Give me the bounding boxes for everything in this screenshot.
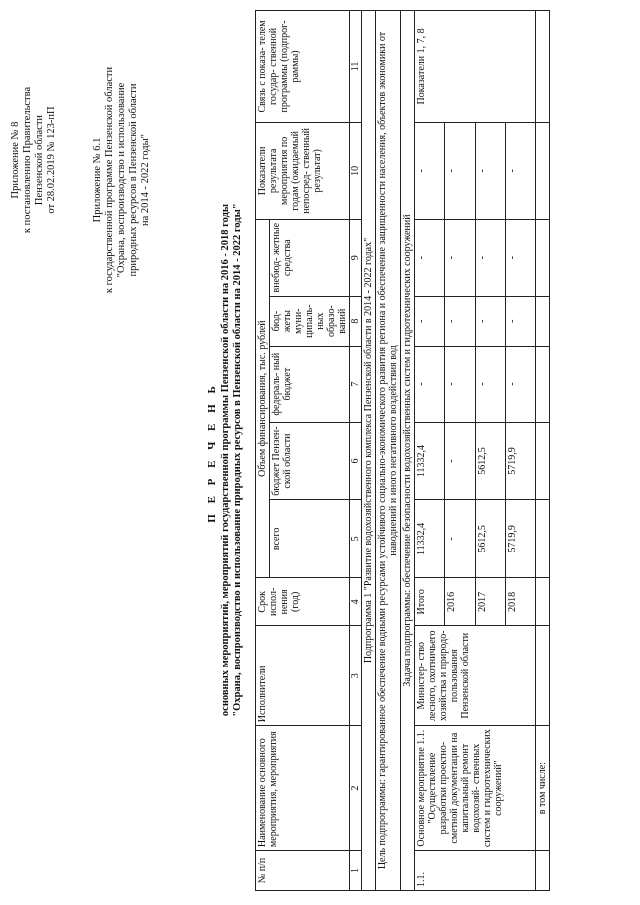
row-indicators: - xyxy=(475,122,505,219)
row-municipal: - xyxy=(505,296,535,346)
header-offbudget: внебюд- жетные средства xyxy=(270,219,350,296)
row-federal: - xyxy=(505,346,535,422)
header-indicators: Показатели результата мероприятия по годам (ожидаемый непосред- ственный результат) xyxy=(256,122,350,219)
empty-cell xyxy=(536,219,550,296)
row-indicators: - xyxy=(505,122,535,219)
column-number: 7 xyxy=(350,346,362,422)
row-term: 2017 xyxy=(475,578,505,626)
column-number: 10 xyxy=(350,122,362,219)
column-number: 9 xyxy=(350,219,362,296)
column-number: 11 xyxy=(350,11,362,123)
header-executor: Исполнители xyxy=(256,626,350,726)
annex-8-header xyxy=(10,55,58,265)
row-offbudget: - xyxy=(415,219,445,296)
row-indicators: - xyxy=(445,122,475,219)
header-federal: федераль- ный бюджет xyxy=(270,346,350,422)
row-municipal: - xyxy=(445,296,475,346)
column-number: 8 xyxy=(350,296,362,346)
header-term: Срок испол- нения (год) xyxy=(256,578,350,626)
row-federal: - xyxy=(445,346,475,422)
row-link: Показатели 1, 7, 8 xyxy=(415,11,536,123)
row-name: Основное мероприятие 1.1. "Осуществление разработки проектно-сметной документации на капитальный ремонт водохозяй- ственных систем и гидротехнических сооружений" xyxy=(415,726,536,851)
header-municipal: бюд- жеты муни- ципаль- ных образо- ваний xyxy=(270,296,350,346)
annex-6-1-line: к государственной программе Пензенской области xyxy=(104,66,115,294)
goal-row xyxy=(376,11,401,891)
table-header-row xyxy=(256,11,270,891)
row-regional: - xyxy=(445,422,475,500)
header-num: № п/п xyxy=(256,851,350,891)
document-title-line: основных мероприятий, мероприятий государственной программы Пензенской области на 2016 - 2018 годы xyxy=(220,203,231,717)
column-number: 4 xyxy=(350,578,362,626)
column-number: 1 xyxy=(350,851,362,891)
annex-6-1-line: "Охрана, воспроизводство и использование xyxy=(116,82,127,278)
row-total: 5719,9 xyxy=(505,500,535,578)
document-heading: П Е Р Е Ч Е Н Ь xyxy=(206,382,218,523)
empty-cell xyxy=(536,11,550,123)
task-row xyxy=(401,11,415,891)
column-number: 6 xyxy=(350,422,362,500)
column-number-row xyxy=(350,11,362,891)
subprogram-row xyxy=(362,11,376,891)
annex-8-line: Приложение № 8 xyxy=(10,121,21,199)
header-name: Наименование основного мероприятия, мероприятия xyxy=(256,726,350,851)
row-total: 5612,5 xyxy=(475,500,505,578)
row-term: Итого xyxy=(415,578,445,626)
row-term: 2018 xyxy=(505,578,535,626)
row-offbudget: - xyxy=(445,219,475,296)
row-offbudget: - xyxy=(475,219,505,296)
row-num: 1.1. xyxy=(415,851,536,891)
row-municipal: - xyxy=(415,296,445,346)
measures-table xyxy=(255,10,550,891)
annex-8-line: к постановлению Правительства xyxy=(22,86,33,234)
subprogram-title: Подпрограмма 1 "Развитие водохозяйственного комплекса Пензенской области в 2014 - 2022 годах" xyxy=(362,11,376,891)
included-label: в том числе: xyxy=(536,726,550,851)
subprogram-goal: Цель подпрограммы: гарантированное обеспечение водными ресурсами устойчивого социально-экономического развития региона и обеспечение защищенности населения, объектов экономики от наводнений и иного негативного воздействия вод xyxy=(376,11,401,891)
row-total: - xyxy=(445,500,475,578)
annex-8-line: Пензенской области xyxy=(34,114,45,206)
annex-6-1-header xyxy=(92,35,152,325)
empty-cell xyxy=(536,578,550,626)
column-number: 2 xyxy=(350,726,362,851)
empty-cell xyxy=(536,346,550,422)
annex-6-1-line: природных ресурсов в Пензенской области xyxy=(128,83,139,277)
row-regional: 5719,9 xyxy=(505,422,535,500)
empty-cell xyxy=(536,422,550,500)
annex-6-1-line: на 2014 - 2022 годы" xyxy=(140,134,151,226)
row-total: 11332,4 xyxy=(415,500,445,578)
row-offbudget: - xyxy=(505,219,535,296)
header-total: всего xyxy=(270,500,350,578)
subprogram-task: Задача подпрограммы: обеспечение безопасности водохозяйственных систем и гидротехнических сооружений xyxy=(401,11,415,891)
row-indicators: - xyxy=(415,122,445,219)
row-executor: Министер- ство лесного, охотничьего хозяйства и природо- пользования Пензенской области xyxy=(415,626,536,726)
document-title-line: "Охрана, воспроизводство и использование природных ресурсов в Пензенской области на 2014 - 2022 годы" xyxy=(232,203,243,717)
row-regional: 11332,4 xyxy=(415,422,445,500)
table-row xyxy=(415,11,445,891)
header-link: Связь с показа- телем государ- ственной программы (подпрог- раммы) xyxy=(256,11,350,123)
row-regional: 5612,5 xyxy=(475,422,505,500)
header-volume: Объем финансирования, тыс. рублей xyxy=(256,219,270,578)
column-number: 5 xyxy=(350,500,362,578)
annex-8-line: от 28.02.2019 № 123-пП xyxy=(46,106,57,214)
empty-cell xyxy=(536,626,550,726)
row-municipal: - xyxy=(475,296,505,346)
row-term: 2016 xyxy=(445,578,475,626)
document-title xyxy=(220,175,244,745)
empty-cell xyxy=(536,296,550,346)
row-federal: - xyxy=(415,346,445,422)
row-federal: - xyxy=(475,346,505,422)
empty-cell xyxy=(536,122,550,219)
header-regional: бюджет Пензен- ской области xyxy=(270,422,350,500)
empty-cell xyxy=(536,851,550,891)
empty-cell xyxy=(536,500,550,578)
table-row xyxy=(536,11,550,891)
annex-6-1-line: Приложение № 6.1 xyxy=(92,137,103,223)
column-number: 3 xyxy=(350,626,362,726)
